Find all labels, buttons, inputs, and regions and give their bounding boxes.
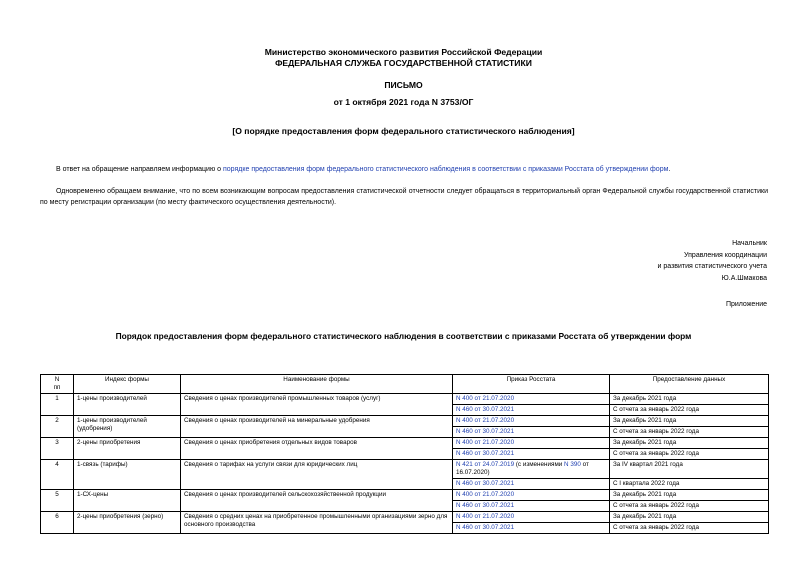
- row-index: 2-цены приобретения (зерно): [74, 512, 181, 534]
- row-num: 3: [41, 438, 74, 460]
- row-period: За декабрь 2021 года: [610, 416, 769, 427]
- table-row: [41, 460, 769, 479]
- signature-name: Ю.А.Шмакова: [721, 274, 767, 282]
- row-period: С отчета за январь 2022 года: [610, 405, 769, 416]
- paragraph-1: [40, 164, 768, 175]
- order-amend-tail: от 16.07.2020): [456, 461, 589, 476]
- order-amend-text: (с изменениями: [514, 461, 565, 468]
- row-form-name: Сведения о ценах производителей на минеральные удобрения: [181, 416, 453, 438]
- row-period: С I квартала 2022 года: [610, 479, 769, 490]
- row-period: За декабрь 2021 года: [610, 394, 769, 405]
- paragraph-2: Одновременно обращаем внимание, что по всем возникающим вопросам предоставления статистической отчетности следует обращаться в территориальный орган Федеральной службы государственной статистики по месту регистрации организации (по месту фактического осуществления деятельности).: [40, 188, 768, 206]
- order-link[interactable]: N 400 от 21.07.2020: [456, 417, 515, 424]
- ministry-name: Министерство экономического развития Российской Федерации: [264, 47, 543, 57]
- service-name: ФЕДЕРАЛЬНАЯ СЛУЖБА ГОСУДАРСТВЕННОЙ СТАТИСТИКИ: [275, 58, 532, 68]
- order-link[interactable]: N 460 от 30.07.2021: [456, 480, 515, 487]
- row-index: 1-цены производителей: [74, 394, 181, 416]
- document-type: ПИСЬМО: [384, 80, 423, 90]
- row-period: За декабрь 2021 года: [610, 438, 769, 449]
- row-index: 1-СХ-цены: [74, 490, 181, 512]
- signature-department-cont: и развития статистического учета: [657, 263, 767, 270]
- order-link[interactable]: N 460 от 30.07.2021: [456, 428, 515, 435]
- appendix-link[interactable]: порядке предоставления форм федерального статистического наблюдения в соответствии с приказами Росстата об утверждении форм: [223, 166, 669, 173]
- header-order: Приказ Росстата: [453, 375, 610, 394]
- row-num: 5: [41, 490, 74, 512]
- order-link[interactable]: N 460 от 30.07.2021: [456, 406, 515, 413]
- row-period: За декабрь 2021 года: [610, 512, 769, 523]
- order-link[interactable]: N 460 от 30.07.2021: [456, 502, 515, 509]
- appendix-title: Порядок предоставления форм федерального статистического наблюдения в соответствии с приказами Росстата об утверждении форм: [115, 331, 692, 341]
- table-row: [41, 512, 769, 523]
- appendix-label: Приложение: [725, 301, 767, 308]
- row-num: 6: [41, 512, 74, 534]
- order-link[interactable]: N 460 от 30.07.2021: [456, 450, 515, 457]
- table-row: [41, 438, 769, 449]
- header-num-line2: пп: [53, 384, 61, 391]
- table-row: [41, 394, 769, 405]
- header-num: [41, 375, 74, 394]
- row-index: 1-связь (тарифы): [74, 460, 181, 490]
- document-date-number: от 1 октября 2021 года N 3753/ОГ: [333, 97, 474, 107]
- order-link[interactable]: N 400 от 21.07.2020: [456, 491, 515, 498]
- table-row: [41, 490, 769, 501]
- row-form-name: Сведения о средних ценах на приобретенное промышленными организациями зерно для основного производства: [181, 512, 453, 534]
- row-form-name: Сведения о ценах производителей сельскохозяйственной продукции: [181, 490, 453, 512]
- document-title: [О порядке предоставления форм федерального статистического наблюдения]: [232, 126, 575, 136]
- table-header-row: [41, 375, 769, 394]
- header-name: Наименование формы: [181, 375, 453, 394]
- header-period: Предоставление данных: [610, 375, 769, 394]
- order-link[interactable]: N 400 от 21.07.2020: [456, 439, 515, 446]
- row-period: С отчета за январь 2022 года: [610, 427, 769, 438]
- signature-position: Начальник: [732, 240, 767, 247]
- table-row: [41, 416, 769, 427]
- forms-table: [40, 374, 769, 534]
- row-period: С отчета за январь 2022 года: [610, 501, 769, 512]
- row-index: 2-цены приобретения: [74, 438, 181, 460]
- row-period: С отчета за январь 2022 года: [610, 449, 769, 460]
- order-link[interactable]: N 421 от 24.07.2019: [456, 461, 515, 468]
- row-form-name: Сведения о ценах производителей промышленных товаров (услуг): [181, 394, 453, 416]
- row-period: За декабрь 2021 года: [610, 490, 769, 501]
- signature-block: [658, 238, 768, 284]
- order-amend-link[interactable]: N 390: [564, 461, 581, 468]
- paragraph-1-suffix: .: [668, 166, 671, 173]
- row-num: 2: [41, 416, 74, 438]
- row-period: С отчета за январь 2022 года: [610, 523, 769, 534]
- row-form-name: Сведения о ценах приобретения отдельных видов товаров: [181, 438, 453, 460]
- header-index: Индекс формы: [74, 375, 181, 394]
- signature-department: Управления координации: [684, 251, 767, 259]
- paragraph-1-prefix: В ответ на обращение направляем информацию о: [56, 166, 223, 173]
- order-link[interactable]: N 400 от 21.07.2020: [456, 395, 515, 402]
- row-num: 4: [41, 460, 74, 490]
- row-form-name: Сведения о тарифах на услуги связи для юридических лиц: [181, 460, 453, 490]
- row-num: 1: [41, 394, 74, 416]
- order-link[interactable]: N 400 от 21.07.2020: [456, 513, 515, 520]
- order-link[interactable]: N 460 от 30.07.2021: [456, 524, 515, 531]
- row-period: За IV квартал 2021 года: [610, 460, 769, 479]
- header-num-line1: N: [54, 376, 60, 383]
- row-index: 1-цены производителей (удобрения): [74, 416, 181, 438]
